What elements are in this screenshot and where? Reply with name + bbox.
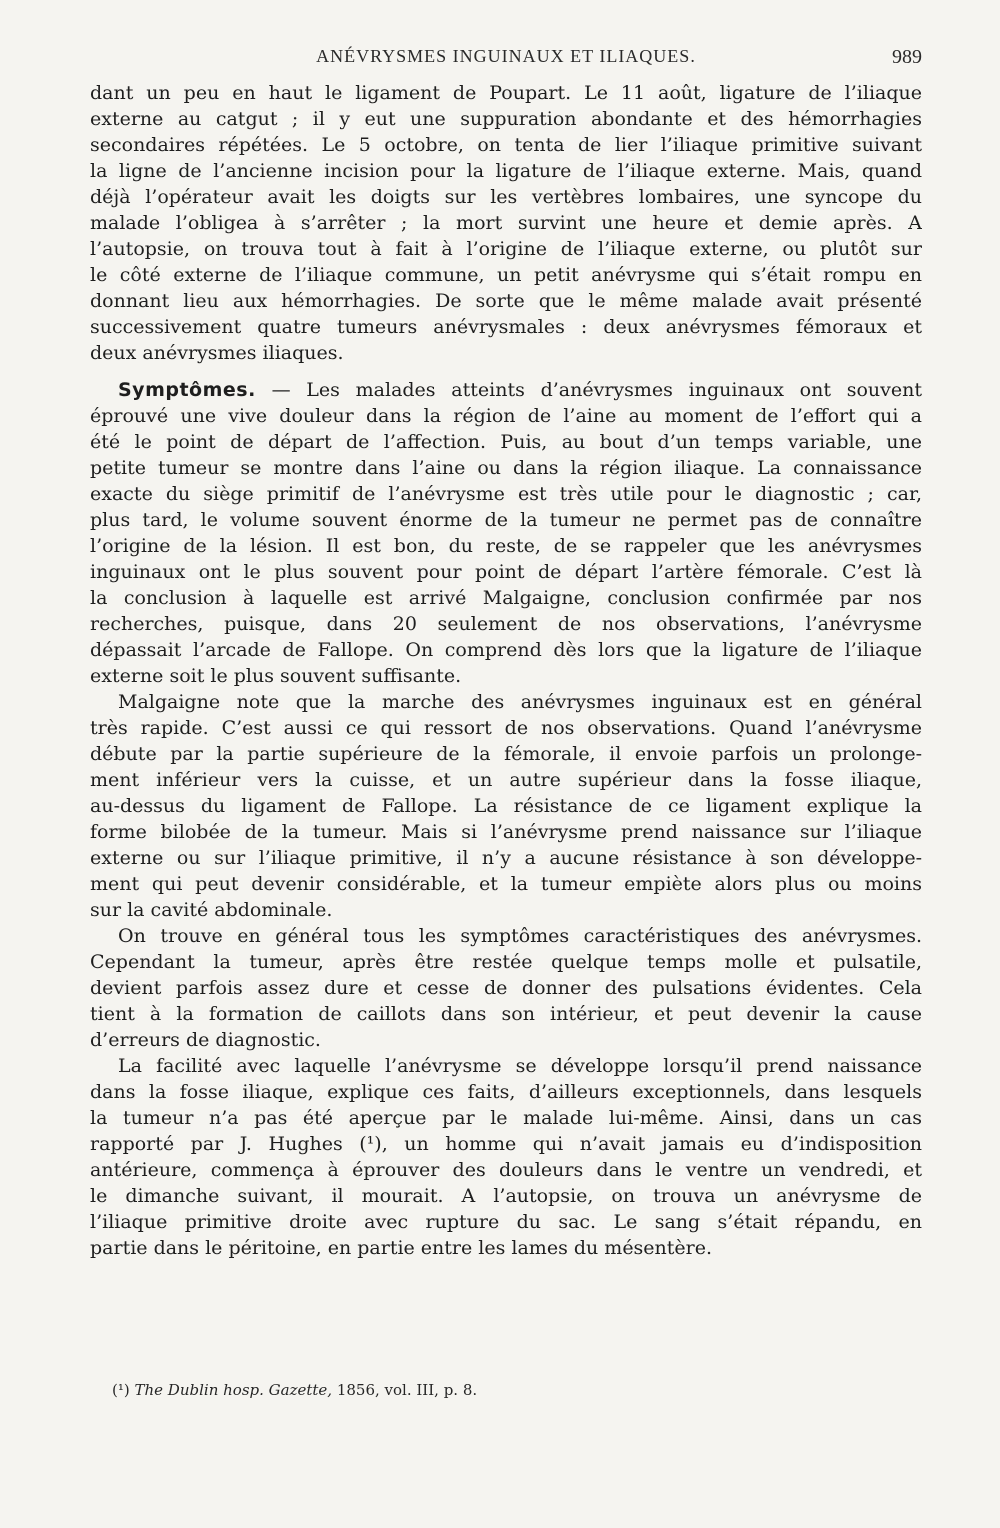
page-number: 989 [892, 46, 922, 68]
section-heading: Symptômes. [118, 379, 256, 401]
text-line: partie dans le péritoine, en partie entre les lames du mésentère. [90, 1237, 713, 1259]
text-line: au-dessus du ligament de Fallope. La résistance de ce ligament explique la [90, 795, 922, 817]
text-line: sur la cavité abdominale. [90, 899, 333, 921]
paragraph [90, 689, 922, 923]
footnote-marker: (¹) [112, 1381, 130, 1399]
text-line: Malgaigne note que la marche des anévrysmes inguinaux est en général [118, 691, 922, 713]
running-title: ANÉVRYSMES INGUINAUX ET ILIAQUES. [316, 46, 696, 66]
text-line: éprouvé une vive douleur dans la région de l’aine au moment de l’effort qui a [90, 405, 922, 427]
text-line: externe au catgut ; il y eut une suppuration abondante et des hémorrhagies [90, 108, 922, 130]
text-line: secondaires répétées. Le 5 octobre, on tenta de lier l’iliaque primitive suivant [90, 134, 922, 156]
text-line: On trouve en général tous les symptômes caractéristiques des anévrysmes. [118, 925, 922, 947]
text-line: très rapide. C’est aussi ce qui ressort de nos observations. Quand l’anévrysme [90, 717, 922, 739]
text-line: recherches, puisque, dans 20 seulement de nos observations, l’anévrysme [90, 613, 922, 635]
text-line: dans la fosse iliaque, explique ces faits, d’ailleurs exceptionnels, dans lesquels [90, 1081, 922, 1103]
text-line: plus tard, le volume souvent énorme de la tumeur ne permet pas de connaître [90, 509, 922, 531]
text-line: ment inférieur vers la cuisse, et un autre supérieur dans la fosse iliaque, [90, 769, 922, 791]
body-text [90, 80, 922, 1261]
text-line: inguinaux ont le plus souvent pour point de départ l’artère fémorale. C’est là [90, 561, 922, 583]
text-line: ment qui peut devenir considérable, et la tumeur empiète alors plus ou moins [90, 873, 922, 895]
text-line: le côté externe de l’iliaque commune, un petit anévrysme qui s’était rompu en [90, 264, 922, 286]
text-line: la tumeur n’a pas été aperçue par le malade lui-même. Ainsi, dans un cas [90, 1107, 922, 1129]
text-line: l’autopsie, on trouva tout à fait à l’origine de l’iliaque externe, ou plutôt sur [90, 238, 922, 260]
text-line: la ligne de l’ancienne incision pour la ligature de l’iliaque externe. Mais, quand [90, 160, 922, 182]
paragraph [90, 923, 922, 1053]
text-line: deux anévrysmes iliaques. [90, 342, 344, 364]
footnote-source-title: The Dublin hosp. Gazette, [134, 1381, 333, 1399]
text-line: externe ou sur l’iliaque primitive, il n’y a aucune résistance à son développe- [90, 847, 922, 869]
text-line: tient à la formation de caillots dans son intérieur, et peut devenir la cause [90, 1003, 922, 1025]
text-line: malade l’obligea à s’arrêter ; la mort survint une heure et demie après. A [90, 212, 922, 234]
paragraph [90, 1053, 922, 1261]
text-line: petite tumeur se montre dans l’aine ou dans la région iliaque. La connaissance [90, 457, 922, 479]
text-line: donnant lieu aux hémorrhagies. De sorte que le même malade avait présenté [90, 290, 922, 312]
paragraph-continuation [90, 80, 922, 366]
text-line: rapporté par J. Hughes (¹), un homme qui n’avait jamais eu d’indisposition [90, 1133, 922, 1155]
text-line: La facilité avec laquelle l’anévrysme se développe lorsqu’il prend naissance [118, 1055, 922, 1077]
text-line: la conclusion à laquelle est arrivé Malgaigne, conclusion confirmée par nos [90, 587, 922, 609]
section-first-line [90, 377, 922, 403]
text-line: dant un peu en haut le ligament de Poupart. Le 11 août, ligature de l’iliaque [90, 82, 922, 104]
text-line: d’erreurs de diagnostic. [90, 1029, 321, 1051]
text-line: été le point de départ de l’affection. Puis, au bout d’un temps variable, une [90, 431, 922, 453]
text-line: déjà l’opérateur avait les doigts sur les vertèbres lombaires, une syncope du [90, 186, 922, 208]
text-line: Cependant la tumeur, après être restée quelque temps molle et pulsatile, [90, 951, 922, 973]
text-line: devient parfois assez dure et cesse de donner des pulsations évidentes. Cela [90, 977, 922, 999]
text-line: débute par la partie supérieure de la fémorale, il envoie parfois un prolonge- [90, 743, 922, 765]
text-line: exacte du siège primitif de l’anévrysme est très utile pour le diagnostic ; car, [90, 483, 922, 505]
symptomes-section [90, 377, 922, 689]
text-line: l’origine de la lésion. Il est bon, du reste, de se rappeler que les anévrysmes [90, 535, 922, 557]
footnote [112, 1380, 812, 1400]
text-line: le dimanche suivant, il mourait. A l’autopsie, on trouva un anévrysme de [90, 1185, 922, 1207]
text-line: externe soit le plus souvent suffisante. [90, 665, 462, 687]
footnote-citation: 1856, vol. III, p. 8. [332, 1381, 478, 1399]
running-head [90, 46, 922, 74]
section-lead-text: — Les malades atteints d’anévrysmes inguinaux ont souvent [255, 379, 922, 401]
text-line: l’iliaque primitive droite avec rupture du sac. Le sang s’était répandu, en [90, 1211, 922, 1233]
text-line: dépassait l’arcade de Fallope. On comprend dès lors que la ligature de l’iliaque [90, 639, 922, 661]
text-line: forme bilobée de la tumeur. Mais si l’anévrysme prend naissance sur l’iliaque [90, 821, 922, 843]
text-line: antérieure, commença à éprouver des douleurs dans le ventre un vendredi, et [90, 1159, 922, 1181]
text-line: successivement quatre tumeurs anévrysmales : deux anévrysmes fémoraux et [90, 316, 922, 338]
